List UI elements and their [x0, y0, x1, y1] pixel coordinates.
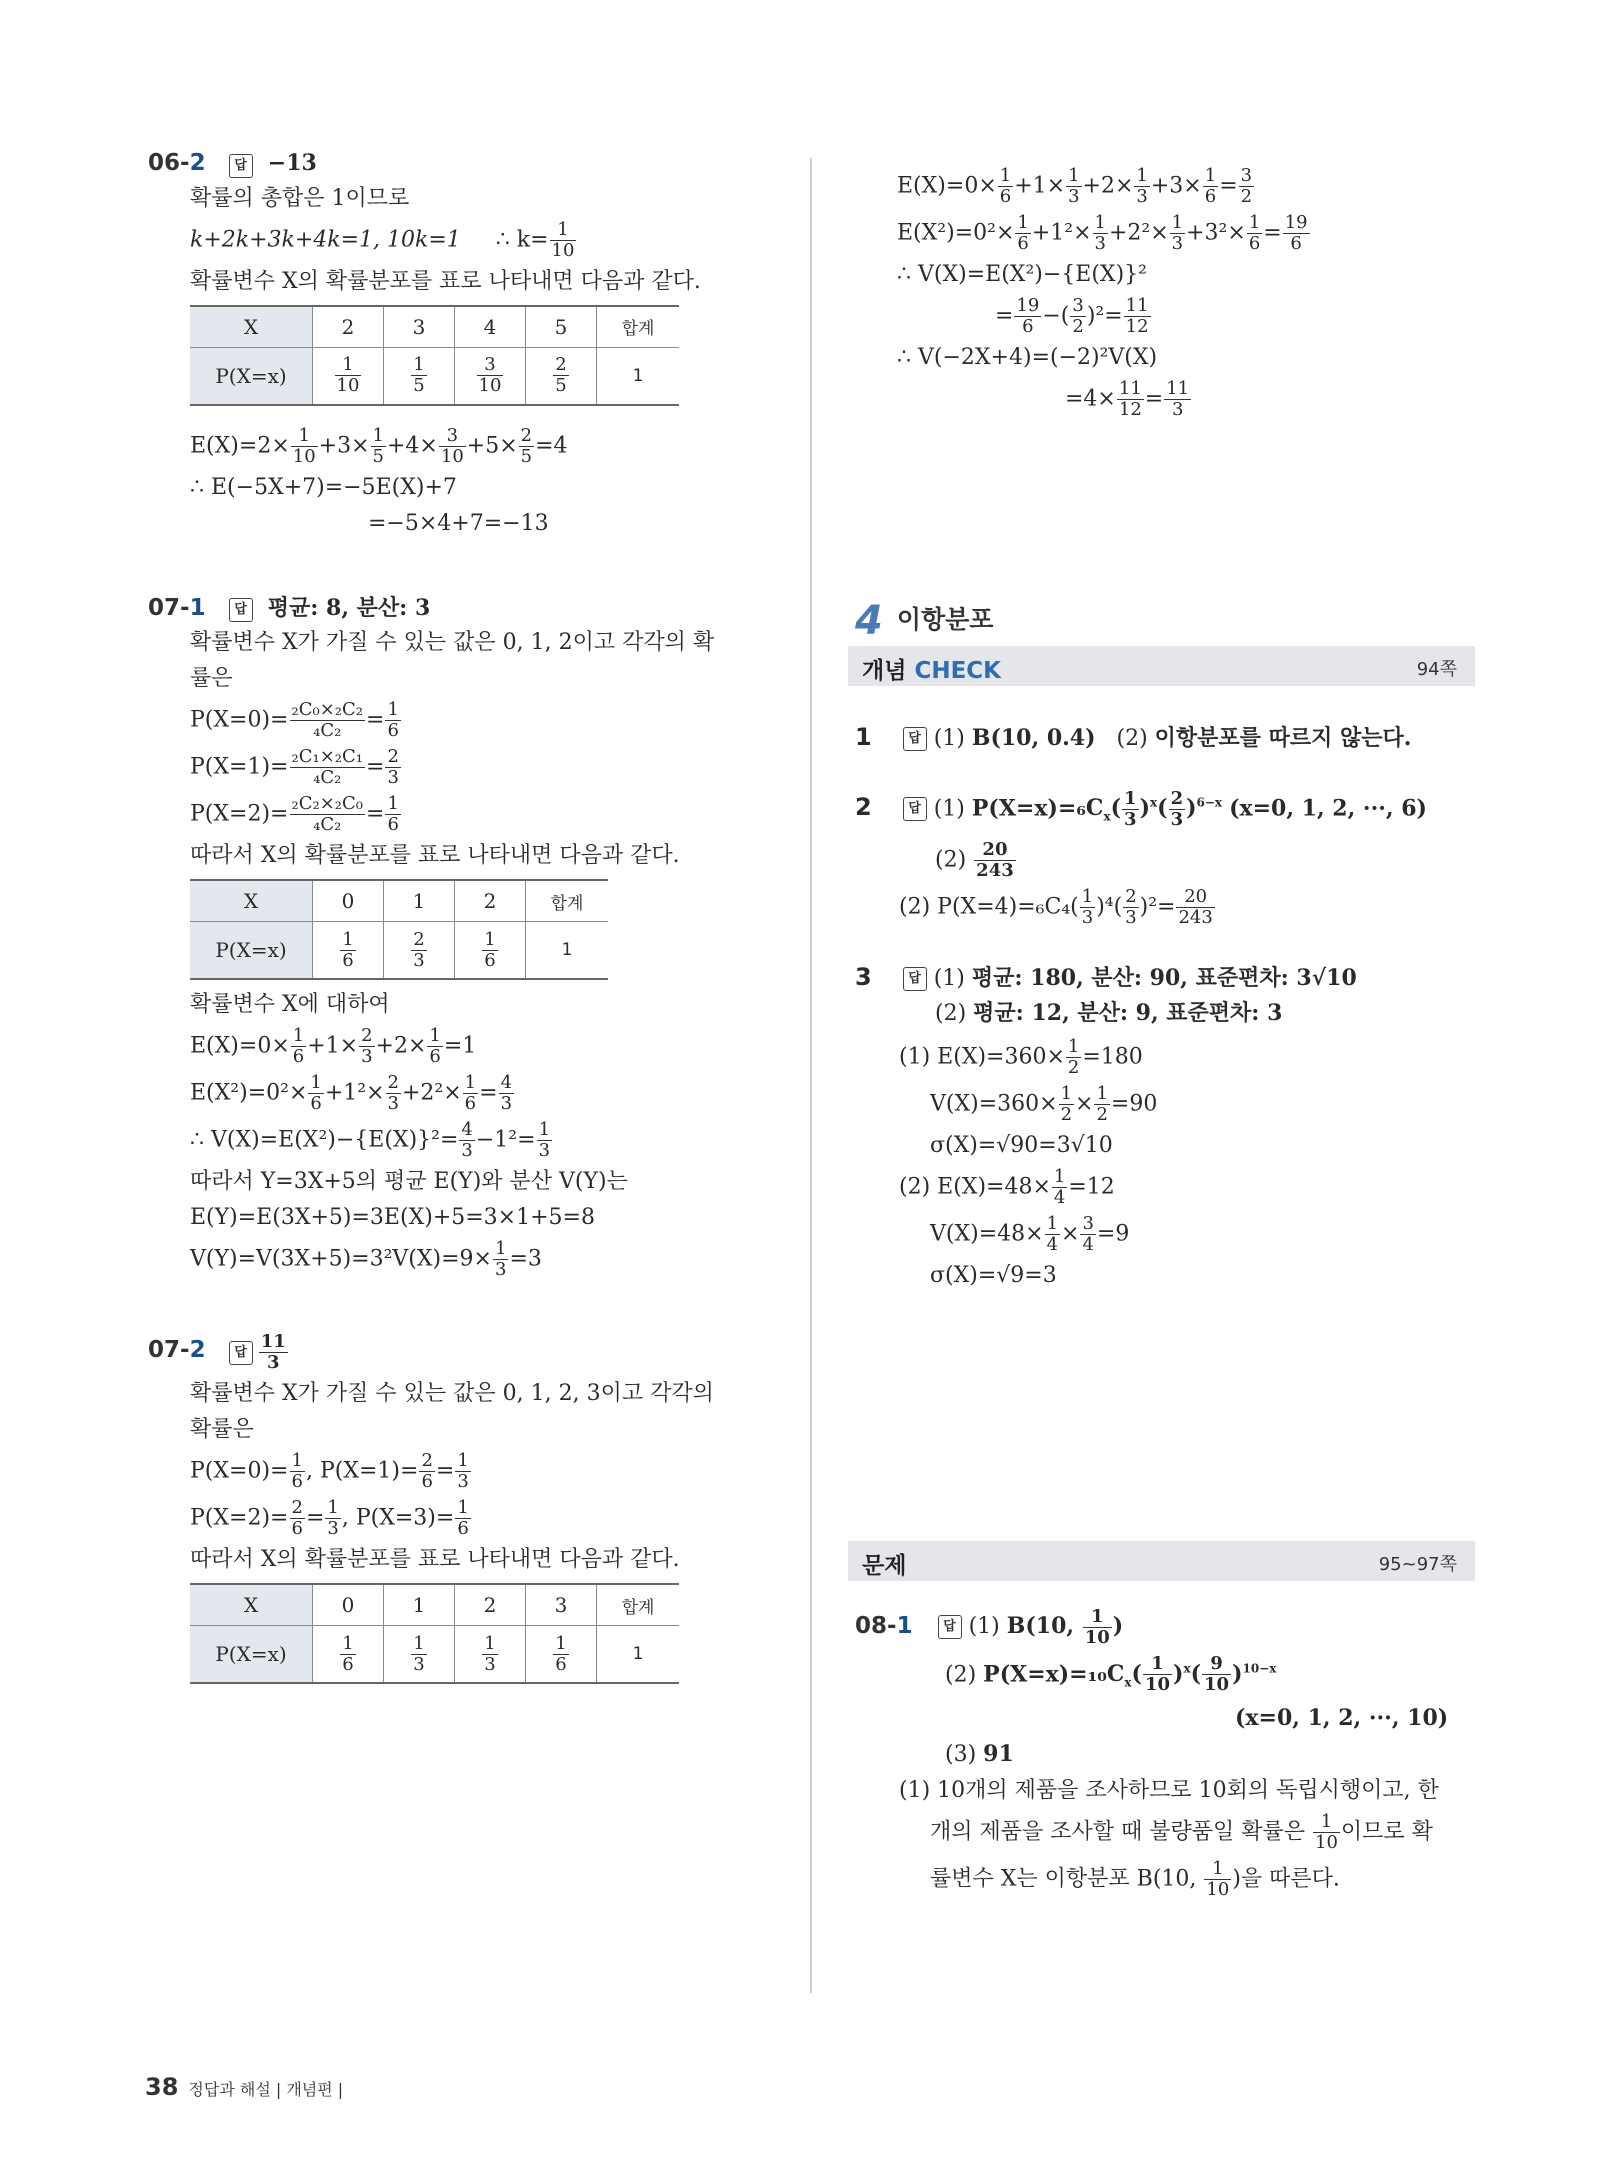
equation: ∴ V(X)=E(X²)−{E(X)}²= $\frac{4}{3}$ −1²= $\frac{1}{3}$ — [190, 1119, 551, 1161]
section-title: 4 이항분포 — [855, 598, 994, 644]
page-ref: 95~97쪽 — [1378, 1554, 1457, 1575]
problem-06-2 — [148, 150, 788, 539]
concept-check-bar: 개념 CHECK 94쪽 — [848, 646, 1475, 686]
q3-answer: 3 답 (1) 평균: 180, 분산: 90, 표준편차: 3√10 — [855, 962, 1357, 991]
equation: E(X²)=0²× $\frac{1}{6}$ +1²× $\frac{2}{3}$ +2²× $\frac{1}{6}$ = $\frac{4}{3}$ — [190, 1072, 513, 1114]
equation: ∴ V(−2X+4)=(−2)²V(X) — [897, 345, 1158, 370]
column-divider — [810, 158, 812, 1993]
explanation: (1) 10개의 제품을 조사하므로 10회의 독립시행이고, 한 — [899, 1778, 1439, 1804]
section-number: 4 — [855, 598, 883, 644]
equation: =4× $\frac{11}{12}$ = $\frac{11}{3}$ — [1065, 378, 1190, 420]
equation: ∴ E(−5X+7)=−5E(X)+7 — [190, 474, 457, 500]
equation: E(Y)=E(3X+5)=3E(X)+5=3×1+5=8 — [190, 1205, 595, 1230]
distribution-table: X 0 1 2 합계 P(X=x) $\frac{1}{6}$ $\frac{2}{3}$ $\frac{1}{6}$ 1 — [190, 879, 608, 980]
distribution-table: X 2 3 4 5 합계 P(X=x) $\frac{1}{10}$ $\frac{1}{5}$ $\frac{3}{10}$ $\frac{2}{5}$ 1 — [190, 305, 679, 406]
equation: = $\frac{19}{6}$ −( $\frac{3}{2}$ )²= $\frac{11}{12}$ — [995, 295, 1149, 337]
equation: V(Y)=V(3X+5)=3²V(X)=9× $\frac{1}{3}$ =3 — [190, 1238, 542, 1280]
answer-mark-icon: 답 — [229, 598, 253, 622]
problem-07-2 — [148, 1332, 788, 1684]
equation: =−5×4+7=−13 — [368, 510, 549, 536]
right-column-top — [855, 160, 1485, 426]
left-column — [148, 150, 788, 1694]
q2-answer: 2 답 (1) $P(X=x)=_6C_x$( $\frac{1}{3}$ )$^x$( $\frac{2}{3}$ )$^{6-x}$ (x=0, 1, 2, ···, 6) — [855, 787, 1427, 830]
q2-2-answer: (2) $\frac{20}{243}$ — [935, 838, 1014, 881]
equation: V(X)=48× $\frac{1}{4}$ × $\frac{3}{4}$ =9 — [930, 1212, 1130, 1255]
q081-range: (x=0, 1, 2, ···, 10) — [1235, 1705, 1449, 1732]
equation: (2) E(X)=48× $\frac{1}{4}$ =12 — [899, 1165, 1115, 1208]
text-line: 확률변수 X가 가질 수 있는 값은 0, 1, 2, 3이고 각각의 — [190, 1381, 714, 1406]
text-line: 률은 — [190, 666, 233, 691]
answer-mark-icon: 답 — [938, 1615, 962, 1639]
q3-2-answer: (2) 평균: 12, 분산: 9, 표준편차: 3 — [935, 999, 1283, 1026]
equation: E(X)=0× $\frac{1}{6}$ +1× $\frac{2}{3}$ +2× $\frac{1}{6}$ =1 — [190, 1025, 477, 1067]
answer: $\frac{11}{3}$ — [260, 1331, 286, 1373]
text-line: 확률변수 X에 대하여 — [190, 992, 390, 1017]
q2-explanation: (2) P(X=4)=₆C₄( $\frac{1}{3}$ )⁴( $\frac{2}{3}$ )²= $\frac{20}{243}$ — [899, 885, 1213, 928]
answer-mark-icon: 답 — [903, 727, 927, 751]
problems-bar: 문제 95~97쪽 — [848, 1541, 1475, 1581]
answer-mark-icon: 답 — [903, 967, 927, 991]
answer-mark-icon: 답 — [229, 1341, 253, 1365]
equation: P(X=2)= $\frac{2}{6}$ = $\frac{1}{3}$ , P(X=3)= $\frac{1}{6}$ — [190, 1497, 469, 1539]
equation: k+2k+3k+4k=1, 10k=1 ∴ k= $\frac{1}{10}$ — [190, 218, 575, 261]
equation: (1) E(X)=360× $\frac{1}{2}$ =180 — [899, 1035, 1143, 1078]
equation: P(X=2)= $\frac{\text{₂C₂×₂C₀}}{\text{₄C₂}}$ = $\frac{1}{6}$ — [190, 793, 399, 835]
page-ref: 94쪽 — [1416, 659, 1457, 680]
problem-07-1 — [148, 591, 788, 1281]
equation: σ(X)=√90=3√10 — [930, 1132, 1113, 1158]
equation: σ(X)=√9=3 — [930, 1262, 1057, 1288]
text-line: 따라서 Y=3X+5의 평균 E(Y)와 분산 V(Y)는 — [190, 1169, 628, 1194]
q081-3-answer: (3) 91 — [945, 1741, 1014, 1768]
equation: V(X)=360× $\frac{1}{2}$ × $\frac{1}{2}$ =90 — [930, 1082, 1158, 1125]
q081-2-answer: (2) $P(X=x)=_{10}C_x$( $\frac{1}{10}$ )$^x$( $\frac{9}{10}$ )$^{10-x}$ — [945, 1653, 1277, 1696]
problem-number: 06-2 — [148, 150, 206, 176]
explanation: 개의 제품을 조사할 때 불량품일 확률은 $\frac{1}{10}$ 이므로 확 — [930, 1811, 1433, 1854]
distribution-table: X 0 1 2 3 합계 P(X=x) $\frac{1}{6}$ $\frac{1}{3}$ $\frac{1}{3}$ $\frac{1}{6}$ 1 — [190, 1583, 679, 1684]
page-number: 38 — [145, 2073, 179, 2101]
equation: E(X²)=0²× $\frac{1}{6}$ +1²× $\frac{1}{3}$ +2²× $\frac{1}{3}$ +3²× $\frac{1}{6}$ = $\frac{19}{6}$ — [897, 212, 1308, 254]
equation: P(X=0)= $\frac{\text{₂C₀×₂C₂}}{\text{₄C₂}}$ = $\frac{1}{6}$ — [190, 699, 399, 741]
equation: E(X)=2× $\frac{1}{10}$ +3× $\frac{1}{5}$ +4× $\frac{3}{10}$ +5× $\frac{2}{5}$ =4 — [190, 424, 568, 467]
q1-answer: 1 답 (1) B(10, 0.4) (2) 이항분포를 따르지 않는다. — [855, 723, 1412, 751]
answer: 평균: 8, 분산: 3 — [267, 594, 431, 621]
explanation: 률변수 X는 이항분포 B(10, $\frac{1}{10}$ )을 따른다. — [930, 1858, 1340, 1901]
text-line: 확률의 총합은 1이므로 — [190, 185, 410, 211]
equation: E(X)=0× $\frac{1}{6}$ +1× $\frac{1}{3}$ +2× $\frac{1}{3}$ +3× $\frac{1}{6}$ = $\frac{3}{2}$ — [897, 165, 1253, 207]
problem-number: 07-1 — [148, 594, 206, 621]
concept-check-answers — [855, 720, 1485, 1297]
equation: P(X=1)= $\frac{\text{₂C₁×₂C₁}}{\text{₄C₂}}$ = $\frac{2}{3}$ — [190, 746, 399, 788]
equation: ∴ V(X)=E(X²)−{E(X)}² — [897, 262, 1147, 287]
text-line: 확률변수 X의 확률분포를 표로 나타내면 다음과 같다. — [190, 268, 701, 294]
answer-mark-icon: 답 — [903, 797, 927, 821]
page-footer: 38 정답과 해설 | 개념편 | — [145, 2073, 344, 2101]
problem-number: 07-2 — [148, 1337, 206, 1363]
text-line: 확률변수 X가 가질 수 있는 값은 0, 1, 2이고 각각의 확 — [190, 630, 715, 655]
text-line: 확률은 — [190, 1417, 254, 1442]
text-line: 따라서 X의 확률분포를 표로 나타내면 다음과 같다. — [190, 843, 680, 868]
answer: −13 — [267, 150, 317, 176]
answer-mark-icon: 답 — [229, 154, 253, 178]
equation: P(X=0)= $\frac{1}{6}$ , P(X=1)= $\frac{2}{6}$ = $\frac{1}{3}$ — [190, 1450, 469, 1492]
text-line: 따라서 X의 확률분포를 표로 나타내면 다음과 같다. — [190, 1547, 680, 1572]
problem-08-1: 08-1 답 (1) B(10, $\frac{1}{10}$ ) (2) $P(X=x)=_{10}C_x$( $\frac{1}{10}$ )$^x$( $\frac{9}{10}$ )$^{10-x}$ (x=0, 1, 2, ···, 10) (3) 91 (1) 10개의 제품을 조사하므로 10회의 독립시행이고, 한 개의 제품을 조사할 때 불량품일 확률은 $\frac{1}{10}$ 이므로 확 률변수 X는 이항분포 B(10, $\frac{1}{10}$ )을 따른다. — [855, 1606, 1485, 1906]
